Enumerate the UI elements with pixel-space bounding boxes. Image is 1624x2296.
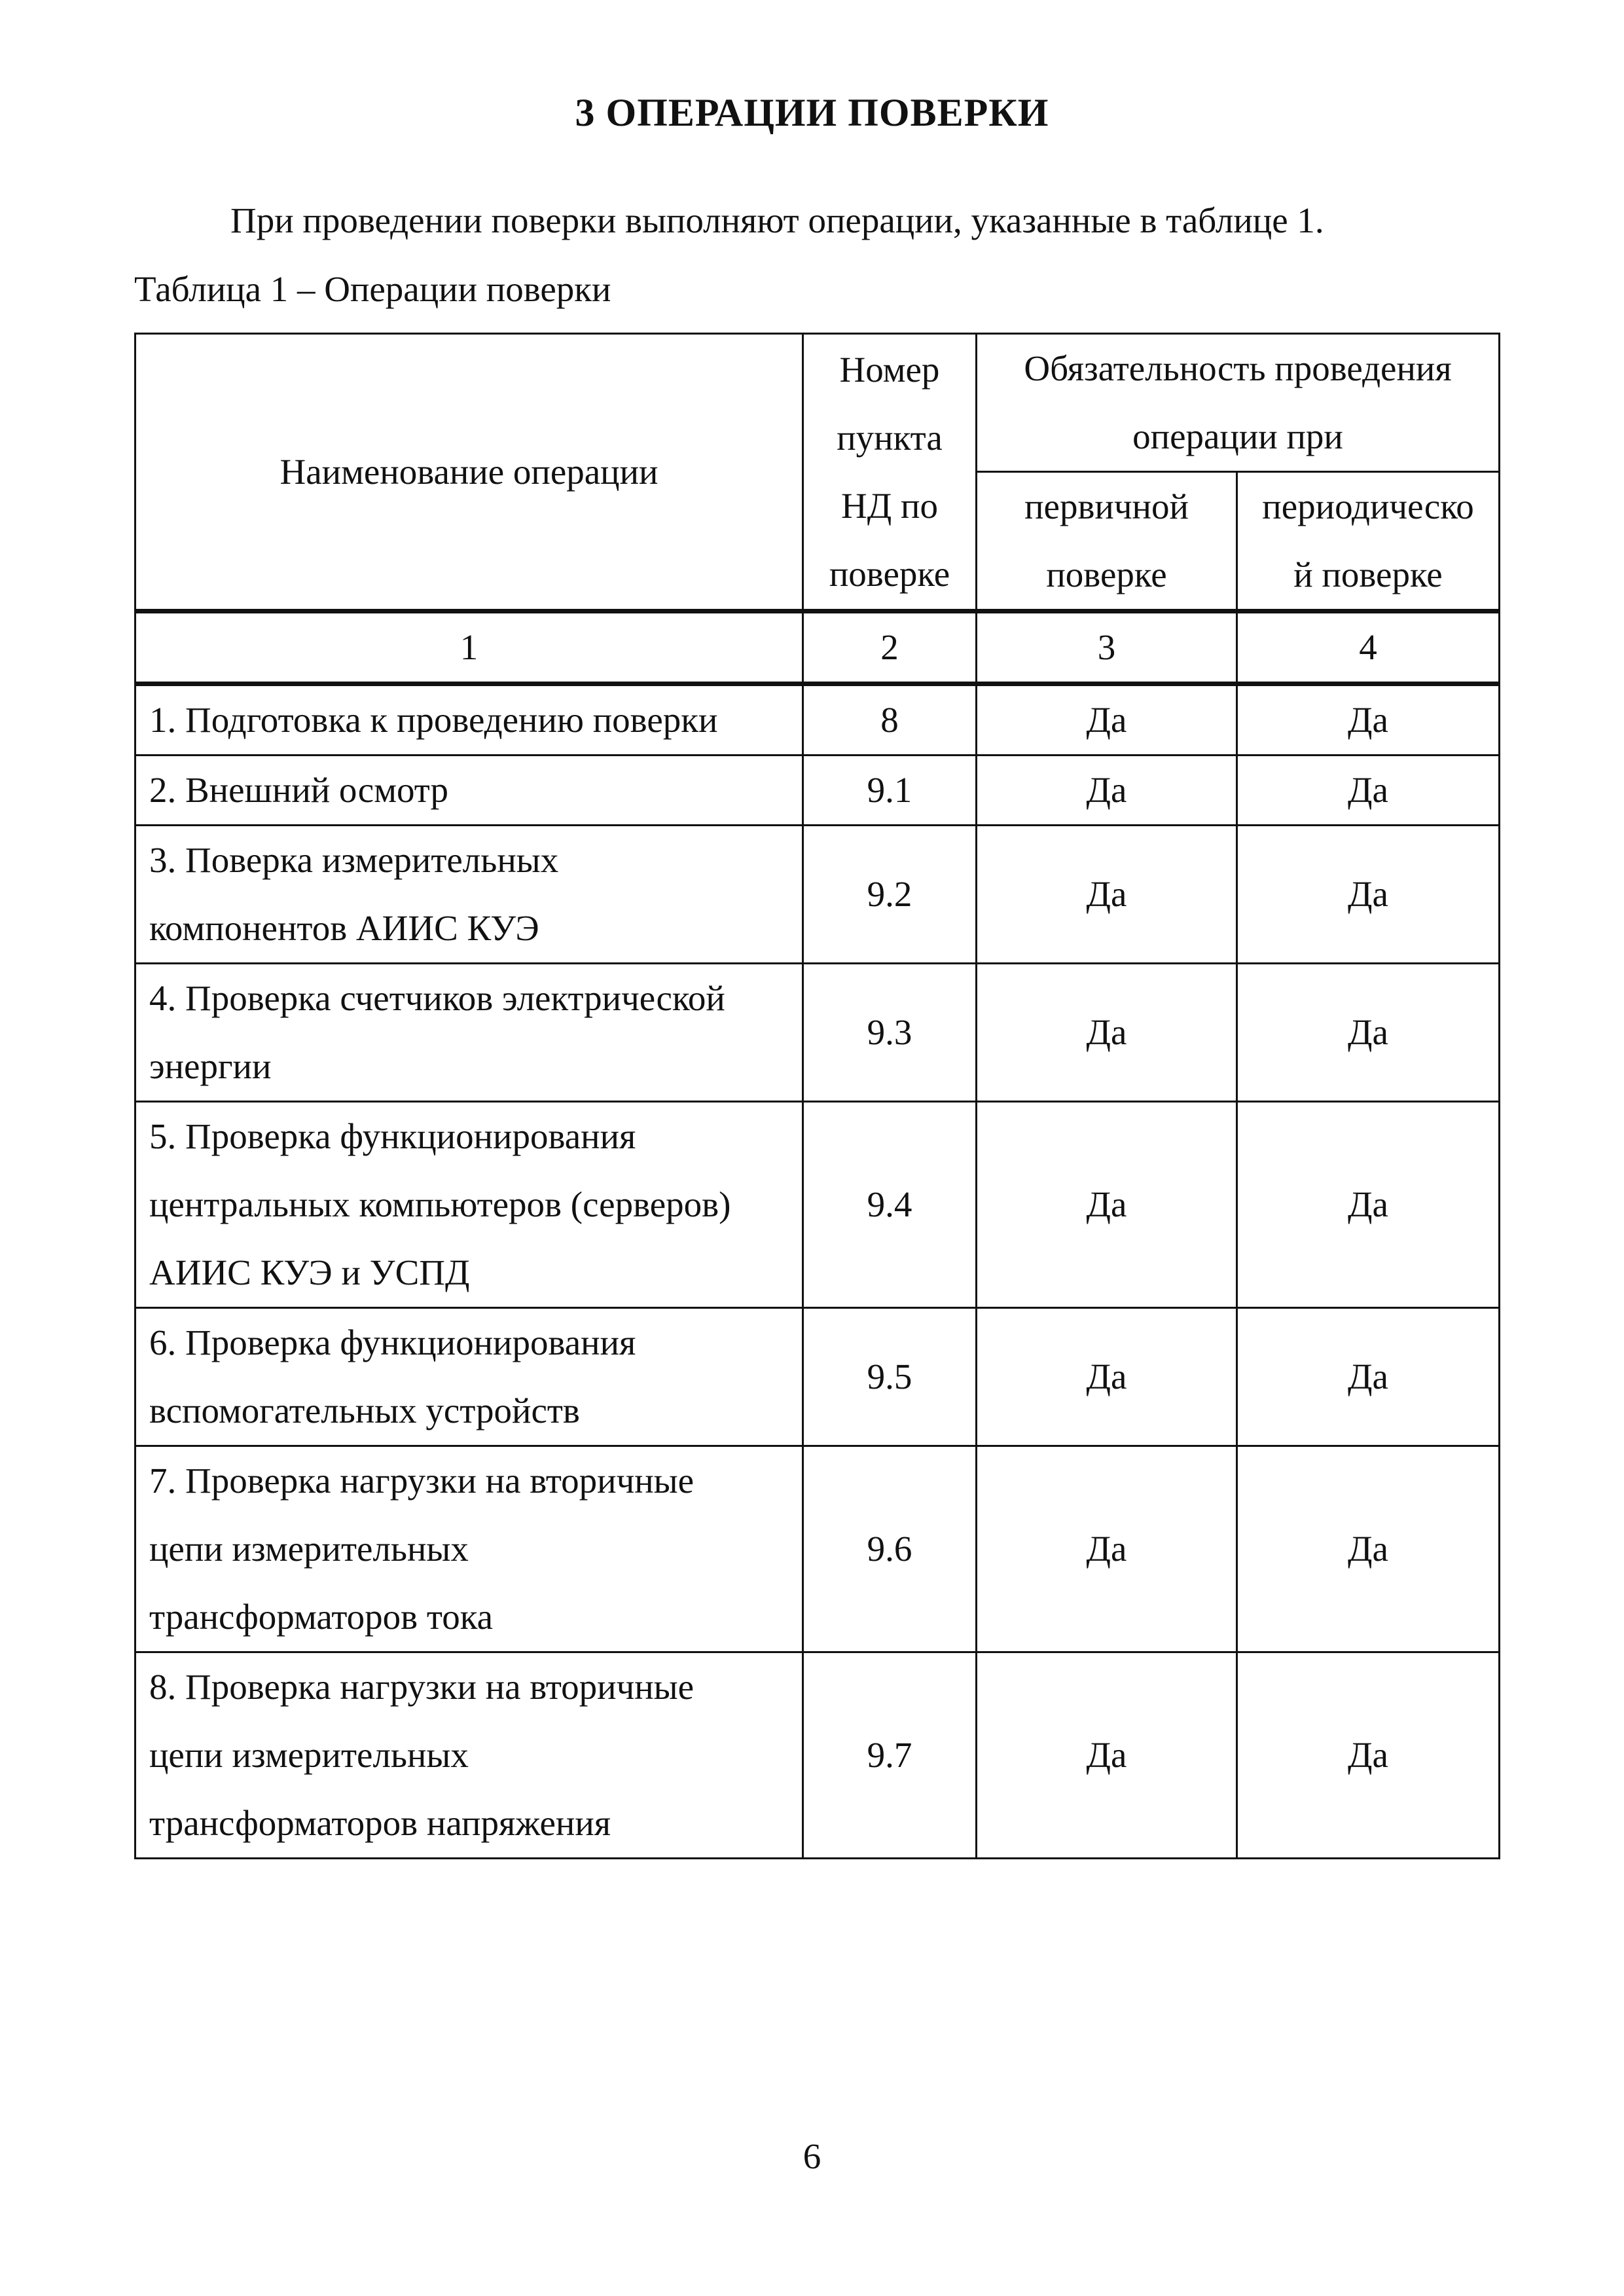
primary-check: Да bbox=[977, 1652, 1237, 1859]
operation-name-line: 6. Проверка функционирования bbox=[149, 1322, 636, 1362]
table-row bbox=[135, 1308, 1500, 1446]
periodic-check: Да bbox=[1237, 1308, 1500, 1446]
operation-name-line: центральных компьютеров (серверов) bbox=[149, 1184, 731, 1224]
operation-name-line: трансформаторов напряжения bbox=[149, 1803, 611, 1843]
operation-name-line: компонентов АИИС КУЭ bbox=[149, 908, 539, 948]
table-caption: Таблица 1 – Операции поверки bbox=[134, 269, 611, 309]
periodic-check: Да bbox=[1237, 826, 1500, 964]
table-header-row bbox=[135, 334, 1500, 472]
header-primary-line: поверке bbox=[1046, 555, 1167, 594]
operation-name-line: цепи измерительных bbox=[149, 1529, 469, 1569]
periodic-check: Да bbox=[1237, 964, 1500, 1102]
header-name: Наименование операции bbox=[280, 451, 659, 492]
primary-check: Да bbox=[977, 684, 1237, 756]
operation-name-cell bbox=[135, 826, 803, 964]
primary-check: Да bbox=[977, 826, 1237, 964]
periodic-check: Да bbox=[1237, 684, 1500, 756]
column-number: 1 bbox=[135, 611, 803, 684]
periodic-check: Да bbox=[1237, 1652, 1500, 1859]
table-row bbox=[135, 1102, 1500, 1308]
header-number-cell bbox=[803, 334, 977, 611]
header-number-line: НД по bbox=[841, 485, 938, 526]
operation-name-cell bbox=[135, 1308, 803, 1446]
operation-name-line: вспомогательных устройств bbox=[149, 1391, 580, 1430]
table-row bbox=[135, 1652, 1500, 1859]
operations-table bbox=[134, 333, 1500, 1859]
table-row bbox=[135, 684, 1500, 756]
operation-name-cell bbox=[135, 756, 803, 826]
operation-name-cell bbox=[135, 1652, 803, 1859]
column-number: 4 bbox=[1237, 611, 1500, 684]
page-title: 3 ОПЕРАЦИИ ПОВЕРКИ bbox=[575, 91, 1049, 134]
header-primary-line: первичной bbox=[1024, 486, 1189, 526]
primary-check: Да bbox=[977, 964, 1237, 1102]
item-number: 9.4 bbox=[803, 1102, 977, 1308]
periodic-check: Да bbox=[1237, 1102, 1500, 1308]
primary-check: Да bbox=[977, 1308, 1237, 1446]
operation-name-line: цепи измерительных bbox=[149, 1735, 469, 1775]
header-name-cell bbox=[135, 334, 803, 611]
item-number: 9.5 bbox=[803, 1308, 977, 1446]
operation-name-line: 2. Внешний осмотр bbox=[149, 770, 448, 810]
column-number: 2 bbox=[803, 611, 977, 684]
header-mandatory-line: операции при bbox=[1132, 416, 1343, 456]
item-number: 9.3 bbox=[803, 964, 977, 1102]
primary-check: Да bbox=[977, 1446, 1237, 1652]
column-number: 3 bbox=[977, 611, 1237, 684]
header-mandatory-cell bbox=[977, 334, 1500, 472]
header-periodic-line: й поверке bbox=[1293, 555, 1443, 594]
table-row bbox=[135, 1446, 1500, 1652]
table-row bbox=[135, 756, 1500, 826]
operation-name-line: трансформаторов тока bbox=[149, 1597, 493, 1637]
header-mandatory-line: Обязательность проведения bbox=[1024, 348, 1452, 388]
item-number: 9.1 bbox=[803, 756, 977, 826]
page-number: 6 bbox=[803, 2136, 821, 2176]
header-number-line: Номер bbox=[839, 349, 940, 390]
operation-name-cell bbox=[135, 1446, 803, 1652]
periodic-check: Да bbox=[1237, 1446, 1500, 1652]
operation-name-line: 5. Проверка функционирования bbox=[149, 1116, 636, 1156]
header-number-line: пункта bbox=[837, 417, 943, 458]
item-number: 9.2 bbox=[803, 826, 977, 964]
table-row bbox=[135, 826, 1500, 964]
column-number-row bbox=[135, 611, 1500, 684]
operation-name-cell bbox=[135, 964, 803, 1102]
operation-name-line: 7. Проверка нагрузки на вторичные bbox=[149, 1461, 695, 1501]
operation-name-line: АИИС КУЭ и УСПД bbox=[149, 1252, 470, 1292]
header-periodic-cell bbox=[1237, 472, 1500, 611]
item-number: 9.6 bbox=[803, 1446, 977, 1652]
header-primary-cell bbox=[977, 472, 1237, 611]
operation-name-line: 8. Проверка нагрузки на вторичные bbox=[149, 1667, 695, 1707]
operation-name-line: 3. Поверка измерительных bbox=[149, 840, 559, 880]
header-periodic-line: периодическо bbox=[1262, 486, 1474, 526]
operation-name-line: энергии bbox=[149, 1046, 272, 1086]
item-number: 8 bbox=[803, 684, 977, 756]
primary-check: Да bbox=[977, 756, 1237, 826]
operation-name-cell bbox=[135, 1102, 803, 1308]
intro-paragraph: При проведении поверки выполняют операции, указанные в таблице 1. bbox=[230, 200, 1324, 240]
item-number: 9.7 bbox=[803, 1652, 977, 1859]
primary-check: Да bbox=[977, 1102, 1237, 1308]
periodic-check: Да bbox=[1237, 756, 1500, 826]
header-number-line: поверке bbox=[829, 553, 950, 594]
operation-name-cell bbox=[135, 684, 803, 756]
table-row bbox=[135, 964, 1500, 1102]
operation-name-line: 1. Подготовка к проведению поверки bbox=[149, 700, 718, 740]
operation-name-line: 4. Проверка счетчиков электрической bbox=[149, 978, 725, 1018]
